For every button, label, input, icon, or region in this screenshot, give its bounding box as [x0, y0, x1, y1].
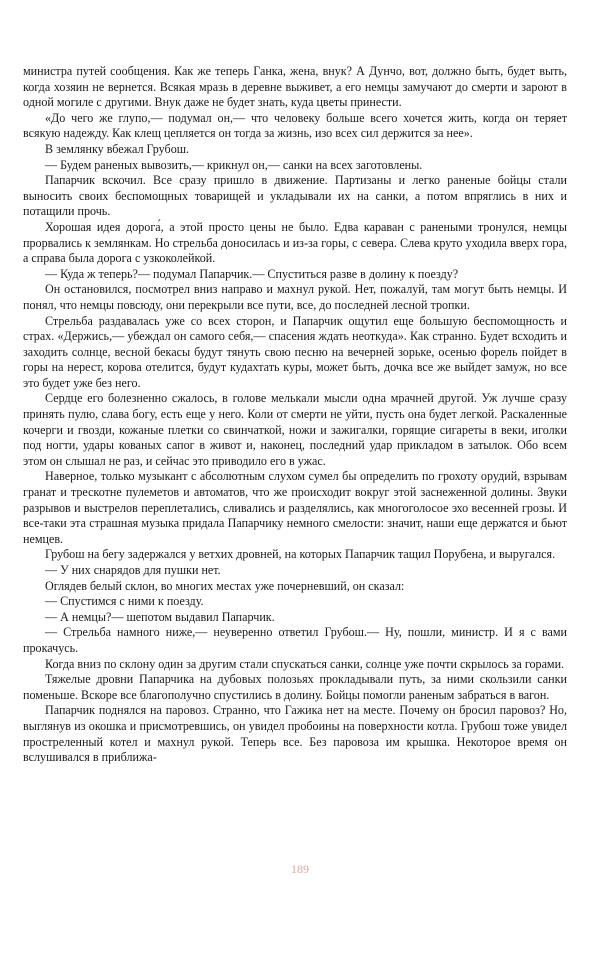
- paragraph: Сердце его болезненно сжалось, в голове мелькали мысли одна мрачней другой. Уж лучше сразу принять пулю, слава богу, есть еще у него. Коли от смерти не уйти, пусть она будет легкой. Раскаленные кочерги и гвозди, кожаные плетки со свинчаткой, ножи и зажигалки, горящие сигареты в веки, иголки под ногти, удары кованых сапог в живот и, наконец, последний удар прикладом в затылок. Обо всем этом он слышал не раз, и сейчас это приводило его в ужас.: [23, 391, 567, 468]
- paragraph: — Спустимся с ними к поезду.: [45, 594, 204, 609]
- paragraph: Он остановился, посмотрел вниз направо и махнул рукой. Нет, пожалуй, там могут быть немцы. И понял, что немцы повсюду, они перекрыли все пути, все, до последней лесной тропки.: [23, 282, 567, 312]
- paragraph: Папарчик поднялся на паровоз. Странно, что Гажика нет на месте. Почему он бросил паровоз? Но, выглянув из окошка и присмотревшись, он увидел пробоины на поверхности котла. Грубош тоже увидел простреленный котел и махнул рукой. Теперь все. Без паровоза им крышка. Некоторое время он вслушивался в приближа-: [23, 703, 567, 765]
- paragraph: Грубош на бегу задержался у ветхих дровней, на которых Папарчик тащил Порубена, и выругался.: [45, 547, 556, 562]
- paragraph: Хорошая идея дорога́, а этой просто цены не было. Едва караван с ранеными тронулся, немцы прорвались к землянкам. Но стрельба доносилась и из-за горы, с севера. Слева круто уходила вверх гора, а справа была дорога с узкоколейкой.: [23, 219, 567, 266]
- paragraph: Оглядев белый склон, во многих местах уже почерневший, он сказал:: [45, 578, 405, 593]
- paragraph: Наверное, только музыкант с абсолютным слухом сумел бы определить по грохоту орудий, взрывам гранат и трескотне пулеметов и автоматов, что же происходит вокруг этой заснеженной долины. Звуки разрывов и выстрелов переплетались, сливались и разделялись, как многоголосое эхо весенней грозы. И все-таки эта страшная музыка придала Папарчику немного смелости: значит, наши еще держатся и бьют немцев.: [23, 469, 567, 546]
- paragraph: В землянку вбежал Грубош.: [45, 141, 190, 156]
- page-text: [23, 64, 567, 766]
- page-number: 189: [291, 862, 309, 876]
- paragraph: Папарчик вскочил. Все сразу пришло в движение. Партизаны и легко раненые бойцы стали выносить своих беспомощных товарищей и укладывали их на санки, а потом впряглись в них и потащили прочь.: [23, 173, 567, 219]
- paragraph: Тяжелые дровни Папарчика на дубовых полозьях прокладывали путь, за ними скользили санки поменьше. Вскоре все благополучно спустились в долину. Бойцы помогли раненым забраться в вагон.: [23, 672, 567, 702]
- paragraph: — Стрельба намного ниже,— неуверенно ответил Грубош.— Ну, пошли, министр. И я с вами прокачусь.: [23, 625, 567, 655]
- paragraph: министра путей сообщения. Как же теперь Ганка, жена, внук? А Дунчо, вот, должно быть, будет выть, когда хозяин не вернется. Всякая мразь в деревне выживет, а его немцы замучают до смерти и зароют в одной могиле с другими. Внук даже не будет знать, куда цветы принести.: [23, 64, 567, 110]
- paragraph: «До чего же глупо,— подумал он,— что человеку больше всего хочется жить, когда он теряет всякую надежду. Как клещ цепляется он тогда за жизнь, изо всех сил держится за нее».: [23, 110, 567, 141]
- paragraph: Стрельба раздавалась уже со всех сторон, и Папарчик ощутил еще большую беспомощность и страх. «Держись,— убеждал он самого себя,— спасения ждать неоткуда». Как странно. Будет всходить и заходить солнце, весной бекасы будут тянуть свою песню на вечерней зорьке, осенью форель пойдет в горы на нерест, корова отелится, будут кудахтать куры, может быть, дочка все же выйдет замуж, но все это будет уже без него.: [23, 313, 567, 390]
- paragraph: — У них снарядов для пушки нет.: [45, 563, 221, 577]
- paragraph: — А немцы?— шепотом выдавил Папарчик.: [45, 609, 275, 624]
- paragraph: — Будем раненых вывозить,— крикнул он,— санки на всех заготовлены.: [45, 157, 423, 172]
- paragraph: — Куда ж теперь?— подумал Папарчик.— Спуститься разве в долину к поезду?: [45, 266, 459, 281]
- paragraph: Когда вниз по склону один за другим стали спускаться санки, солнце уже почти скрылось за горами.: [45, 656, 565, 671]
